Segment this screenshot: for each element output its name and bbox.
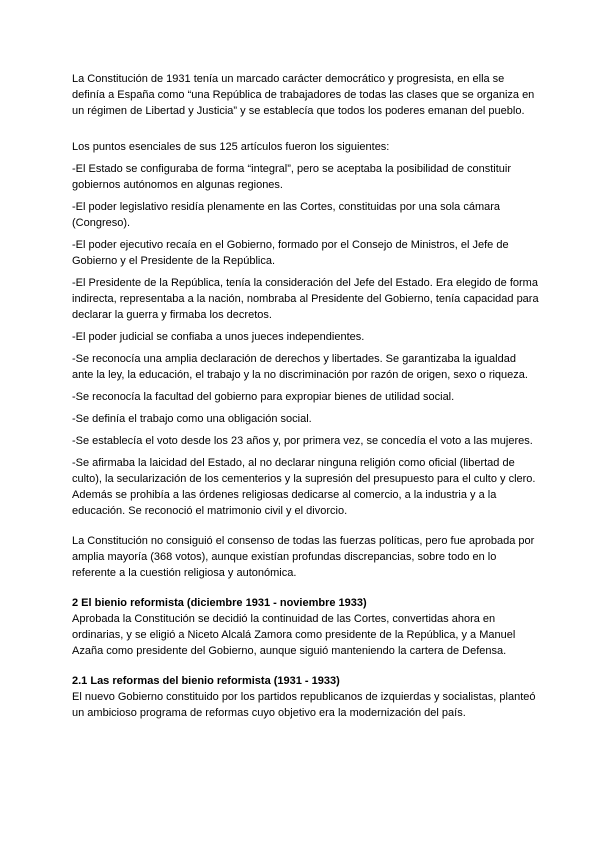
subsection-heading: 2.1 Las reformas del bienio reformista (1931 - 1933): [72, 675, 340, 687]
subsection-paragraph: El nuevo Gobierno constituido por los partidos republicanos de izquierdas y socialistas, planteó un ambicioso programa de reformas cuyo objetivo era la modernización del país.: [72, 691, 536, 719]
intro-paragraph: La Constitución de 1931 tenía un marcado carácter democrático y progresista, en ella se definía a España como “una República de trabajadores de todas las clases que se organiza en un régimen de Libertad y Justicia” y se establecía que todos los poderes emanan del pueblo.: [72, 73, 535, 117]
point-item: -Se reconocía la facultad del gobierno para expropiar bienes de utilidad social.: [72, 391, 455, 403]
point-item: -El Presidente de la República, tenía la consideración del Jefe del Estado. Era elegido de forma indirecta, representaba a la nación, nombraba al Presidente del Gobierno, tenía capacidad para declarar la guerra y firmaba los decretos.: [72, 277, 539, 321]
point-item: -El poder ejecutivo recaía en el Gobierno, formado por el Consejo de Ministros, el Jefe de Gobierno y el Presidente de la República.: [72, 239, 509, 267]
points-lead: Los puntos esenciales de sus 125 artículos fueron los siguientes:: [72, 141, 390, 153]
point-item: -Se establecía el voto desde los 23 años y, por primera vez, se concedía el voto a las mujeres.: [72, 435, 533, 447]
point-item: -Se afirmaba la laicidad del Estado, al no declarar ninguna religión como oficial (libertad de culto), la secularización de los cementerios y la supresión del presupuesto para el culto y clero. Además se prohibía a las órdenes religiosas dedicarse al comercio, a la industria y a la educación. Se reconoció el matrimonio civil y el divorcio.: [72, 457, 536, 517]
section-heading: 2 El bienio reformista (diciembre 1931 - noviembre 1933): [72, 597, 367, 609]
point-item: -El poder judicial se confiaba a unos jueces independientes.: [72, 331, 365, 343]
section-paragraph: Aprobada la Constitución se decidió la continuidad de las Cortes, convertidas ahora en ordinarias, y se eligió a Niceto Alcalá Zamora como presidente de la República, y a Manuel Azaña como presidente del Gobierno, aunque siguió manteniendo la cartera de Defensa.: [72, 613, 516, 657]
point-item: -Se reconocía una amplia declaración de derechos y libertades. Se garantizaba la igualdad ante la ley, la educación, el trabajo y la no discriminación por razón de origen, sexo o riqueza.: [72, 353, 528, 381]
point-item: -Se definía el trabajo como una obligación social.: [72, 413, 312, 425]
point-item: -El poder legislativo residía plenamente en las Cortes, constituidas por una sola cámara (Congreso).: [72, 201, 501, 229]
point-item: -El Estado se configuraba de forma “integral”, pero se aceptaba la posibilidad de constituir gobiernos autónomos en algunas regiones.: [72, 163, 512, 191]
closing-paragraph: La Constitución no consiguió el consenso de todas las fuerzas políticas, pero fue aprobada por amplia mayoría (368 votos), aunque existían profundas discrepancias, sobre todo en lo referente a la cuestión religiosa y autonómica.: [72, 535, 535, 579]
